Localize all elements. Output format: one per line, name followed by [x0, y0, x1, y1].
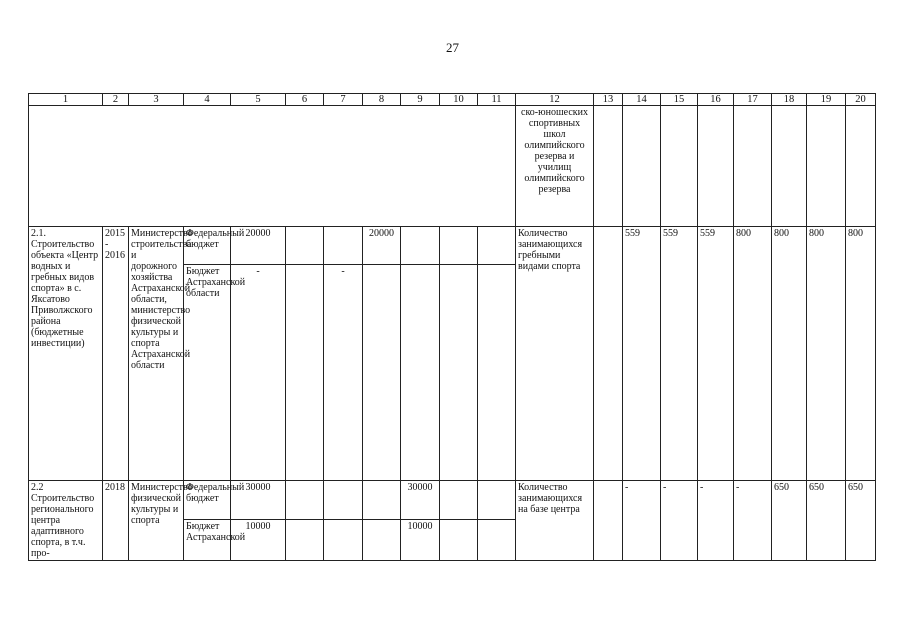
amount-cell	[324, 227, 363, 265]
funding-source-cell: Федеральный бюджет	[184, 227, 231, 265]
amount-cell	[286, 519, 324, 560]
years-cell: 2018	[103, 481, 129, 561]
amount-cell	[363, 265, 401, 481]
continued-row	[29, 106, 876, 227]
measure-name-cell: 2.1. Строительство объекта «Центр водных и гребных видов спорта» в с. Яксатово Приволжского района (бюджетные инвестиции)	[29, 227, 103, 481]
amount-cell	[363, 481, 401, 520]
header-cell: 17	[734, 94, 772, 106]
years-cell: 2015 - 2016	[103, 227, 129, 481]
amount-cell	[478, 481, 516, 520]
header-row	[29, 94, 876, 106]
amount-cell	[478, 227, 516, 265]
header-cell: 8	[363, 94, 401, 106]
indicator-value-cell: 559	[698, 227, 734, 481]
header-cell: 14	[623, 94, 661, 106]
amount-cell	[440, 227, 478, 265]
amount-cell	[478, 265, 516, 481]
indicator-value-cell: 650	[846, 481, 876, 561]
header-cell: 4	[184, 94, 231, 106]
indicator-value-cell: -	[623, 481, 661, 561]
header-cell: 1	[29, 94, 103, 106]
indicator-value-cell: 559	[623, 227, 661, 481]
header-cell: 2	[103, 94, 129, 106]
indicator-value-cell: 559	[661, 227, 698, 481]
continued-cell	[772, 106, 807, 227]
executor-cell: Министерство физической культуры и спорта	[129, 481, 184, 561]
header-cell: 20	[846, 94, 876, 106]
indicator-value-cell: 800	[846, 227, 876, 481]
amount-cell	[286, 481, 324, 520]
indicator-value-cell: -	[698, 481, 734, 561]
header-cell: 9	[401, 94, 440, 106]
funding-source-cell: Федеральный бюджет	[184, 481, 231, 520]
indicator-value-cell: -	[734, 481, 772, 561]
continued-cell	[623, 106, 661, 227]
amount-cell: 30000	[231, 481, 286, 520]
header-cell: 13	[594, 94, 623, 106]
indicator-value-cell	[594, 481, 623, 561]
indicator-value-cell: 800	[772, 227, 807, 481]
header-cell: 11	[478, 94, 516, 106]
indicator-value-cell	[594, 227, 623, 481]
header-cell: 16	[698, 94, 734, 106]
continued-row-empty-cell	[29, 106, 516, 227]
header-cell: 5	[231, 94, 286, 106]
amount-cell	[440, 481, 478, 520]
amount-cell: -	[231, 265, 286, 481]
header-cell: 12	[516, 94, 594, 106]
amount-cell	[286, 227, 324, 265]
table-row	[29, 481, 876, 520]
continued-cell	[807, 106, 846, 227]
amount-cell	[440, 265, 478, 481]
header-cell: 19	[807, 94, 846, 106]
amount-cell	[440, 519, 478, 560]
header-cell: 15	[661, 94, 698, 106]
amount-cell: 20000	[231, 227, 286, 265]
continued-cell	[734, 106, 772, 227]
amount-cell	[401, 265, 440, 481]
header-cell: 10	[440, 94, 478, 106]
funding-source-cell: Бюджет Астраханской области	[184, 265, 231, 481]
indicator-cell: Количество занимающихся гребными видами спорта	[516, 227, 594, 481]
amount-cell	[286, 265, 324, 481]
amount-cell: 20000	[363, 227, 401, 265]
indicator-cell: Количество занимающихся на базе центра	[516, 481, 594, 561]
continued-cell	[846, 106, 876, 227]
executor-cell: Министерство строительства и дорожного хозяйства Астраханской области, министерство физической культуры и спорта Астраханской области	[129, 227, 184, 481]
amount-cell	[324, 519, 363, 560]
page-number: 27	[446, 40, 459, 55]
indicator-value-cell: 650	[772, 481, 807, 561]
amount-cell	[478, 519, 516, 560]
continued-indicator-cell: ско-юношеских спортивных школ олимпийского резерва и училищ олимпийского резерва	[516, 106, 594, 227]
amount-cell: 10000	[401, 519, 440, 560]
indicator-value-cell: 650	[807, 481, 846, 561]
amount-cell: -	[324, 265, 363, 481]
amount-cell	[363, 519, 401, 560]
indicator-value-cell: 800	[807, 227, 846, 481]
header-cell: 7	[324, 94, 363, 106]
measure-name-cell: 2.2 Строительство регионального центра адаптивного спорта, в т.ч. про-	[29, 481, 103, 561]
amount-cell	[401, 227, 440, 265]
indicator-value-cell: 800	[734, 227, 772, 481]
continued-cell	[661, 106, 698, 227]
header-cell: 18	[772, 94, 807, 106]
header-cell: 3	[129, 94, 184, 106]
continued-cell	[698, 106, 734, 227]
header-cell: 6	[286, 94, 324, 106]
table-row	[29, 227, 876, 265]
continued-cell	[594, 106, 623, 227]
indicator-value-cell: -	[661, 481, 698, 561]
amount-cell	[324, 481, 363, 520]
program-table	[28, 93, 876, 561]
funding-source-cell: Бюджет Астраханской	[184, 519, 231, 560]
amount-cell: 30000	[401, 481, 440, 520]
amount-cell: 10000	[231, 519, 286, 560]
